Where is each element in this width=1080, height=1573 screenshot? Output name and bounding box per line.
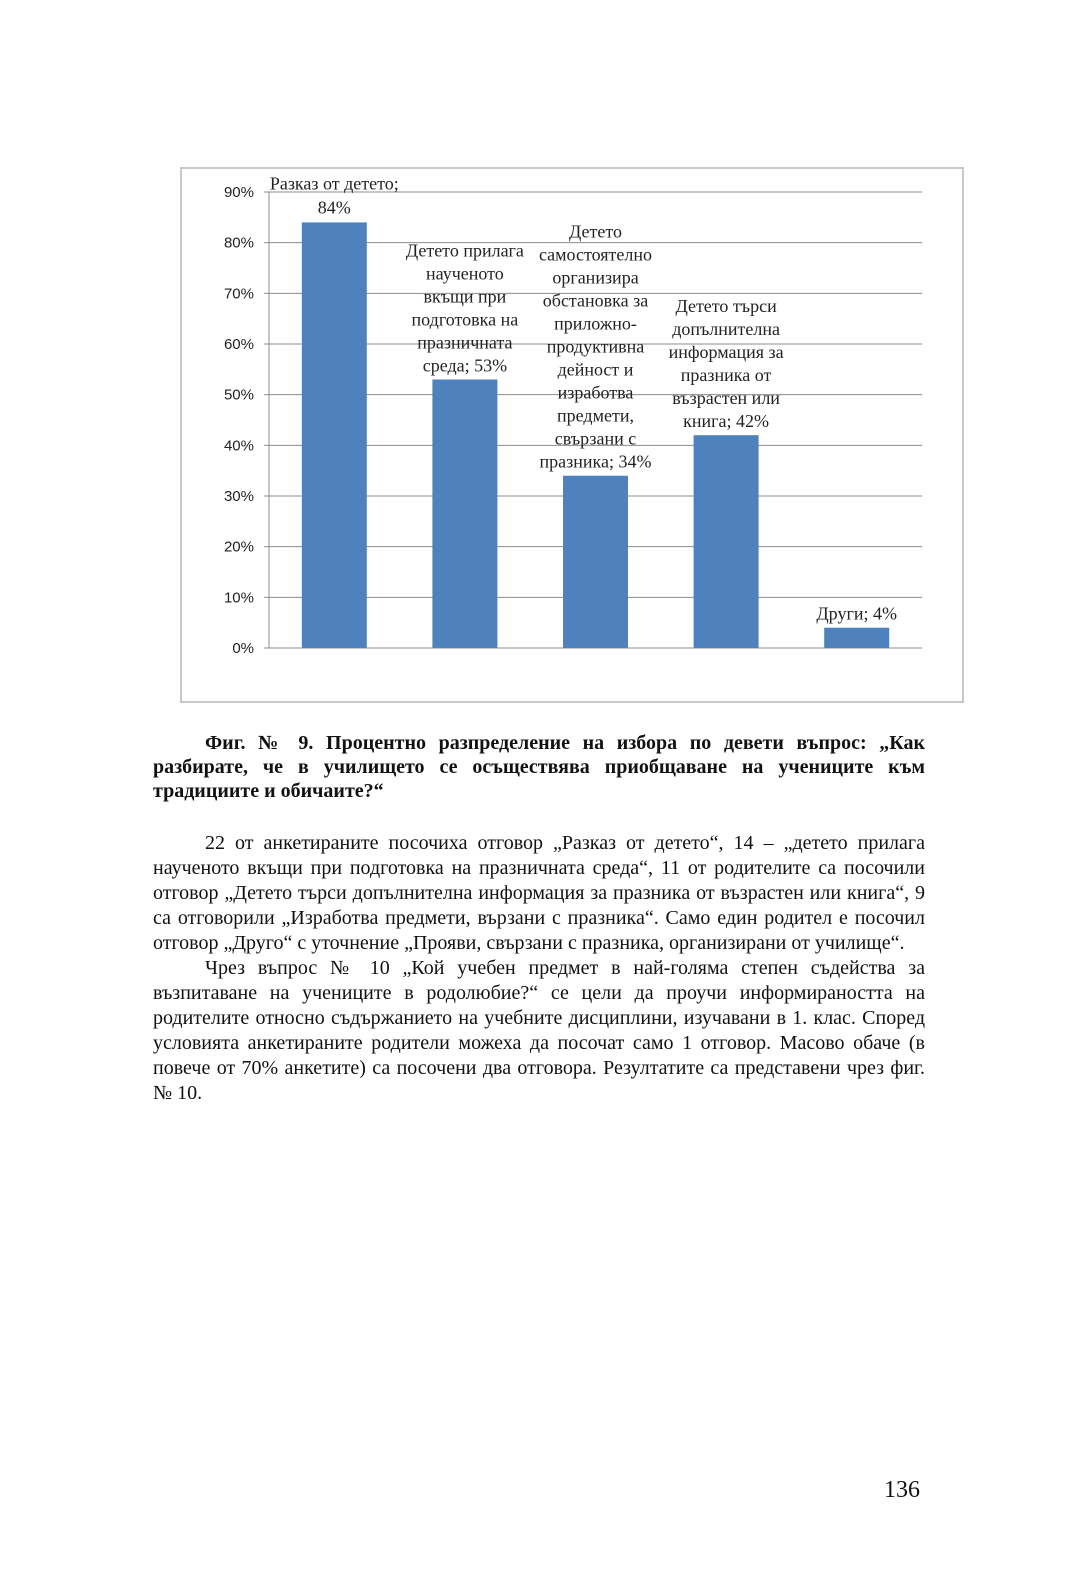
data-label: книга; 42% bbox=[683, 411, 770, 432]
data-label: предмети, bbox=[557, 405, 634, 426]
data-label: Други; 4% bbox=[816, 603, 897, 624]
bar bbox=[694, 435, 759, 648]
y-tick-label: 60% bbox=[223, 336, 254, 353]
data-label: обстановка за bbox=[542, 290, 649, 311]
data-label: приложно- bbox=[554, 313, 637, 334]
data-label: подготовка на bbox=[411, 309, 519, 330]
data-label: Детето прилага bbox=[405, 240, 524, 261]
data-label: допълнителна bbox=[672, 319, 781, 340]
paragraph: 22 от анкетираните посочиха отговор „Разказ от детето“, 14 – „детето прилага наученото вкъщи при подготовка на празничната среда“, 11 от родителите са посочили отговор „Детето търси допълнителна информация за празника от възрастен или книга“, 9 са отговорили „Изработва предмети, вързани с празника“. Само един родител е посочил отговор „Друго“ с уточнение „Прояви, свързани с празника, организирани от училище“. bbox=[153, 832, 925, 954]
data-label: организира bbox=[552, 267, 639, 288]
y-tick-label: 70% bbox=[223, 285, 254, 303]
paragraph: Чрез въпрос № 10 „Кой учебен предмет в най-голяма степен съдейства за възпитаване на учениците в родолюбие?“ се цели да проучи информираността на родителите относно съдържанието на учебните дисциплини, изучавани в 1. клас. Според условията анкетираните родители можеха да посочат само 1 отговор. Масово обаче (в повече от 70% анкетите) са посочени два отговора. Резултатите са представени чрез фиг. № 10. bbox=[153, 957, 925, 1104]
data-label: възрастен или bbox=[672, 388, 780, 409]
data-label: информация за bbox=[668, 342, 784, 363]
data-label: Детето bbox=[569, 221, 622, 242]
data-label: наученото bbox=[426, 263, 504, 284]
data-label: продуктивна bbox=[546, 336, 645, 357]
figure-caption: Фиг. № 9. Процентно разпределение на избора по девети въпрос: „Как разбирате, че в училището се осъществява приобщаване на учениците към традициите и обичаите?“ bbox=[153, 732, 925, 802]
y-tick-label: 10% bbox=[223, 589, 254, 607]
data-label: свързани с bbox=[554, 428, 637, 449]
data-label: 84% bbox=[317, 197, 351, 218]
page-number: 136 bbox=[884, 1477, 920, 1503]
bar bbox=[302, 222, 367, 648]
y-tick-label: 90% bbox=[223, 184, 254, 201]
data-label: празника от bbox=[680, 365, 772, 386]
bar bbox=[563, 476, 628, 648]
bar bbox=[432, 379, 497, 648]
chart-frame bbox=[180, 167, 964, 703]
body-text bbox=[153, 831, 925, 1106]
data-label: вкъщи при bbox=[423, 286, 507, 307]
y-tick-label: 0% bbox=[232, 640, 254, 657]
data-label: среда; 53% bbox=[422, 355, 508, 376]
data-label: дейност и bbox=[557, 359, 634, 380]
y-tick-label: 50% bbox=[223, 386, 254, 404]
data-label: Разказ от детето; bbox=[269, 173, 399, 194]
data-label: празничната bbox=[417, 332, 513, 353]
data-label: изработва bbox=[557, 382, 634, 403]
bar-chart bbox=[182, 169, 962, 701]
data-label: самостоятелно bbox=[538, 244, 653, 265]
data-label: Детето търси bbox=[675, 296, 777, 317]
y-tick-label: 80% bbox=[223, 234, 254, 252]
y-tick-label: 40% bbox=[223, 437, 254, 455]
y-tick-label: 20% bbox=[223, 538, 254, 556]
y-tick-label: 30% bbox=[223, 488, 254, 505]
bar bbox=[824, 628, 889, 648]
data-label: празника; 34% bbox=[539, 451, 652, 472]
